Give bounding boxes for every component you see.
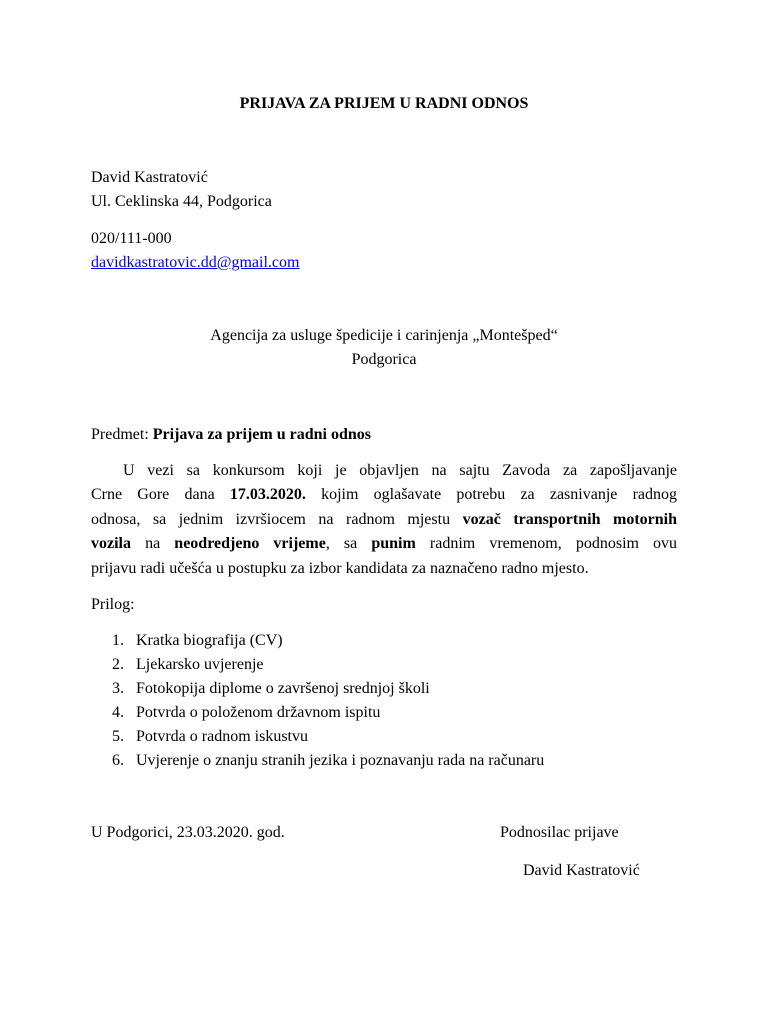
body-line-2-text-c: kojim oglašavate potrebu za zasnivanje radnog — [321, 486, 678, 504]
subject-label: Predmet: — [91, 426, 149, 443]
body-line-2 — [91, 483, 677, 507]
list-item — [112, 677, 544, 701]
attachments-label: Prilog: — [91, 596, 135, 613]
position-title-part-2: vozila — [91, 535, 131, 553]
list-item — [112, 629, 544, 653]
position-title-part-1: vozač transportnih motornih — [462, 510, 678, 528]
list-item — [112, 653, 544, 677]
list-item-text: Ljekarsko uvjerenje — [136, 656, 264, 673]
body-line-3 — [91, 508, 677, 532]
sender-address: Ul. Ceklinska 44, Podgorica — [91, 193, 272, 210]
document-title: PRIJAVA ZA PRIJEM U RADNI ODNOS — [239, 95, 529, 112]
body-line-1-text: U vezi sa konkursom koji je objavljen na sajtu Zavoda za zapošljavanje — [123, 462, 677, 479]
sender-phone: 020/111-000 — [91, 230, 172, 247]
body-line-1 — [91, 459, 677, 483]
contract-type: neodredjeno vrijeme — [174, 535, 326, 553]
body-line-4 — [91, 532, 677, 556]
list-item — [112, 725, 544, 749]
attachments-list — [112, 629, 544, 773]
list-item-number: 4. — [112, 704, 124, 721]
list-item-text: Uvjerenje o znanju stranih jezika i poznavanju rada na računaru — [136, 752, 545, 769]
body-line-2-text-a: Crne Gore dana — [91, 486, 215, 504]
competition-date: 17.03.2020. — [229, 486, 306, 504]
sender-name: David Kastratović — [91, 169, 208, 186]
signer-name: David Kastratović — [523, 862, 640, 879]
list-item-number: 3. — [112, 680, 124, 697]
list-item-text: Potvrda o radnom iskustvu — [136, 728, 308, 745]
body-line-3-text-a: odnosa, sa jednim izvršiocem na radnom mjestu — [91, 510, 451, 528]
subject-text: Prijava za prijem u radni odnos — [152, 426, 371, 443]
list-item-number: 2. — [112, 656, 124, 673]
body-line-4-text-d: , sa — [325, 535, 358, 553]
list-item — [112, 701, 544, 725]
list-item-number: 1. — [112, 632, 124, 649]
working-hours-type: punim — [371, 535, 416, 553]
signer-label: Podnosilac prijave — [500, 824, 619, 841]
body-paragraph — [91, 459, 677, 581]
list-item-number: 5. — [112, 728, 124, 745]
list-item-text: Kratka biografija (CV) — [136, 632, 283, 649]
place-and-date: U Podgorici, 23.03.2020. god. — [91, 824, 285, 841]
list-item-text: Potvrda o položenom državnom ispitu — [136, 704, 381, 721]
list-item-text: Fotokopija diplome o završenoj srednjoj školi — [136, 680, 430, 697]
body-line-4-text-b: na — [145, 535, 161, 553]
subject-line — [91, 425, 371, 445]
body-line-5-text: prijavu radi učešća u postupku za izbor kandidata za naznačeno radno mjesto. — [91, 559, 589, 577]
list-item — [112, 749, 544, 773]
body-line-4-text-f: radnim vremenom, podnosim ovu — [429, 535, 678, 553]
recipient-line-1: Agencija za usluge špedicije i carinjenja „Montešped“ — [210, 327, 558, 344]
sender-email-link[interactable]: davidkastratovic.dd@gmail.com — [91, 254, 300, 271]
recipient-line-2: Podgorica — [351, 351, 417, 368]
list-item-number: 6. — [112, 752, 124, 769]
body-line-5 — [91, 557, 677, 581]
